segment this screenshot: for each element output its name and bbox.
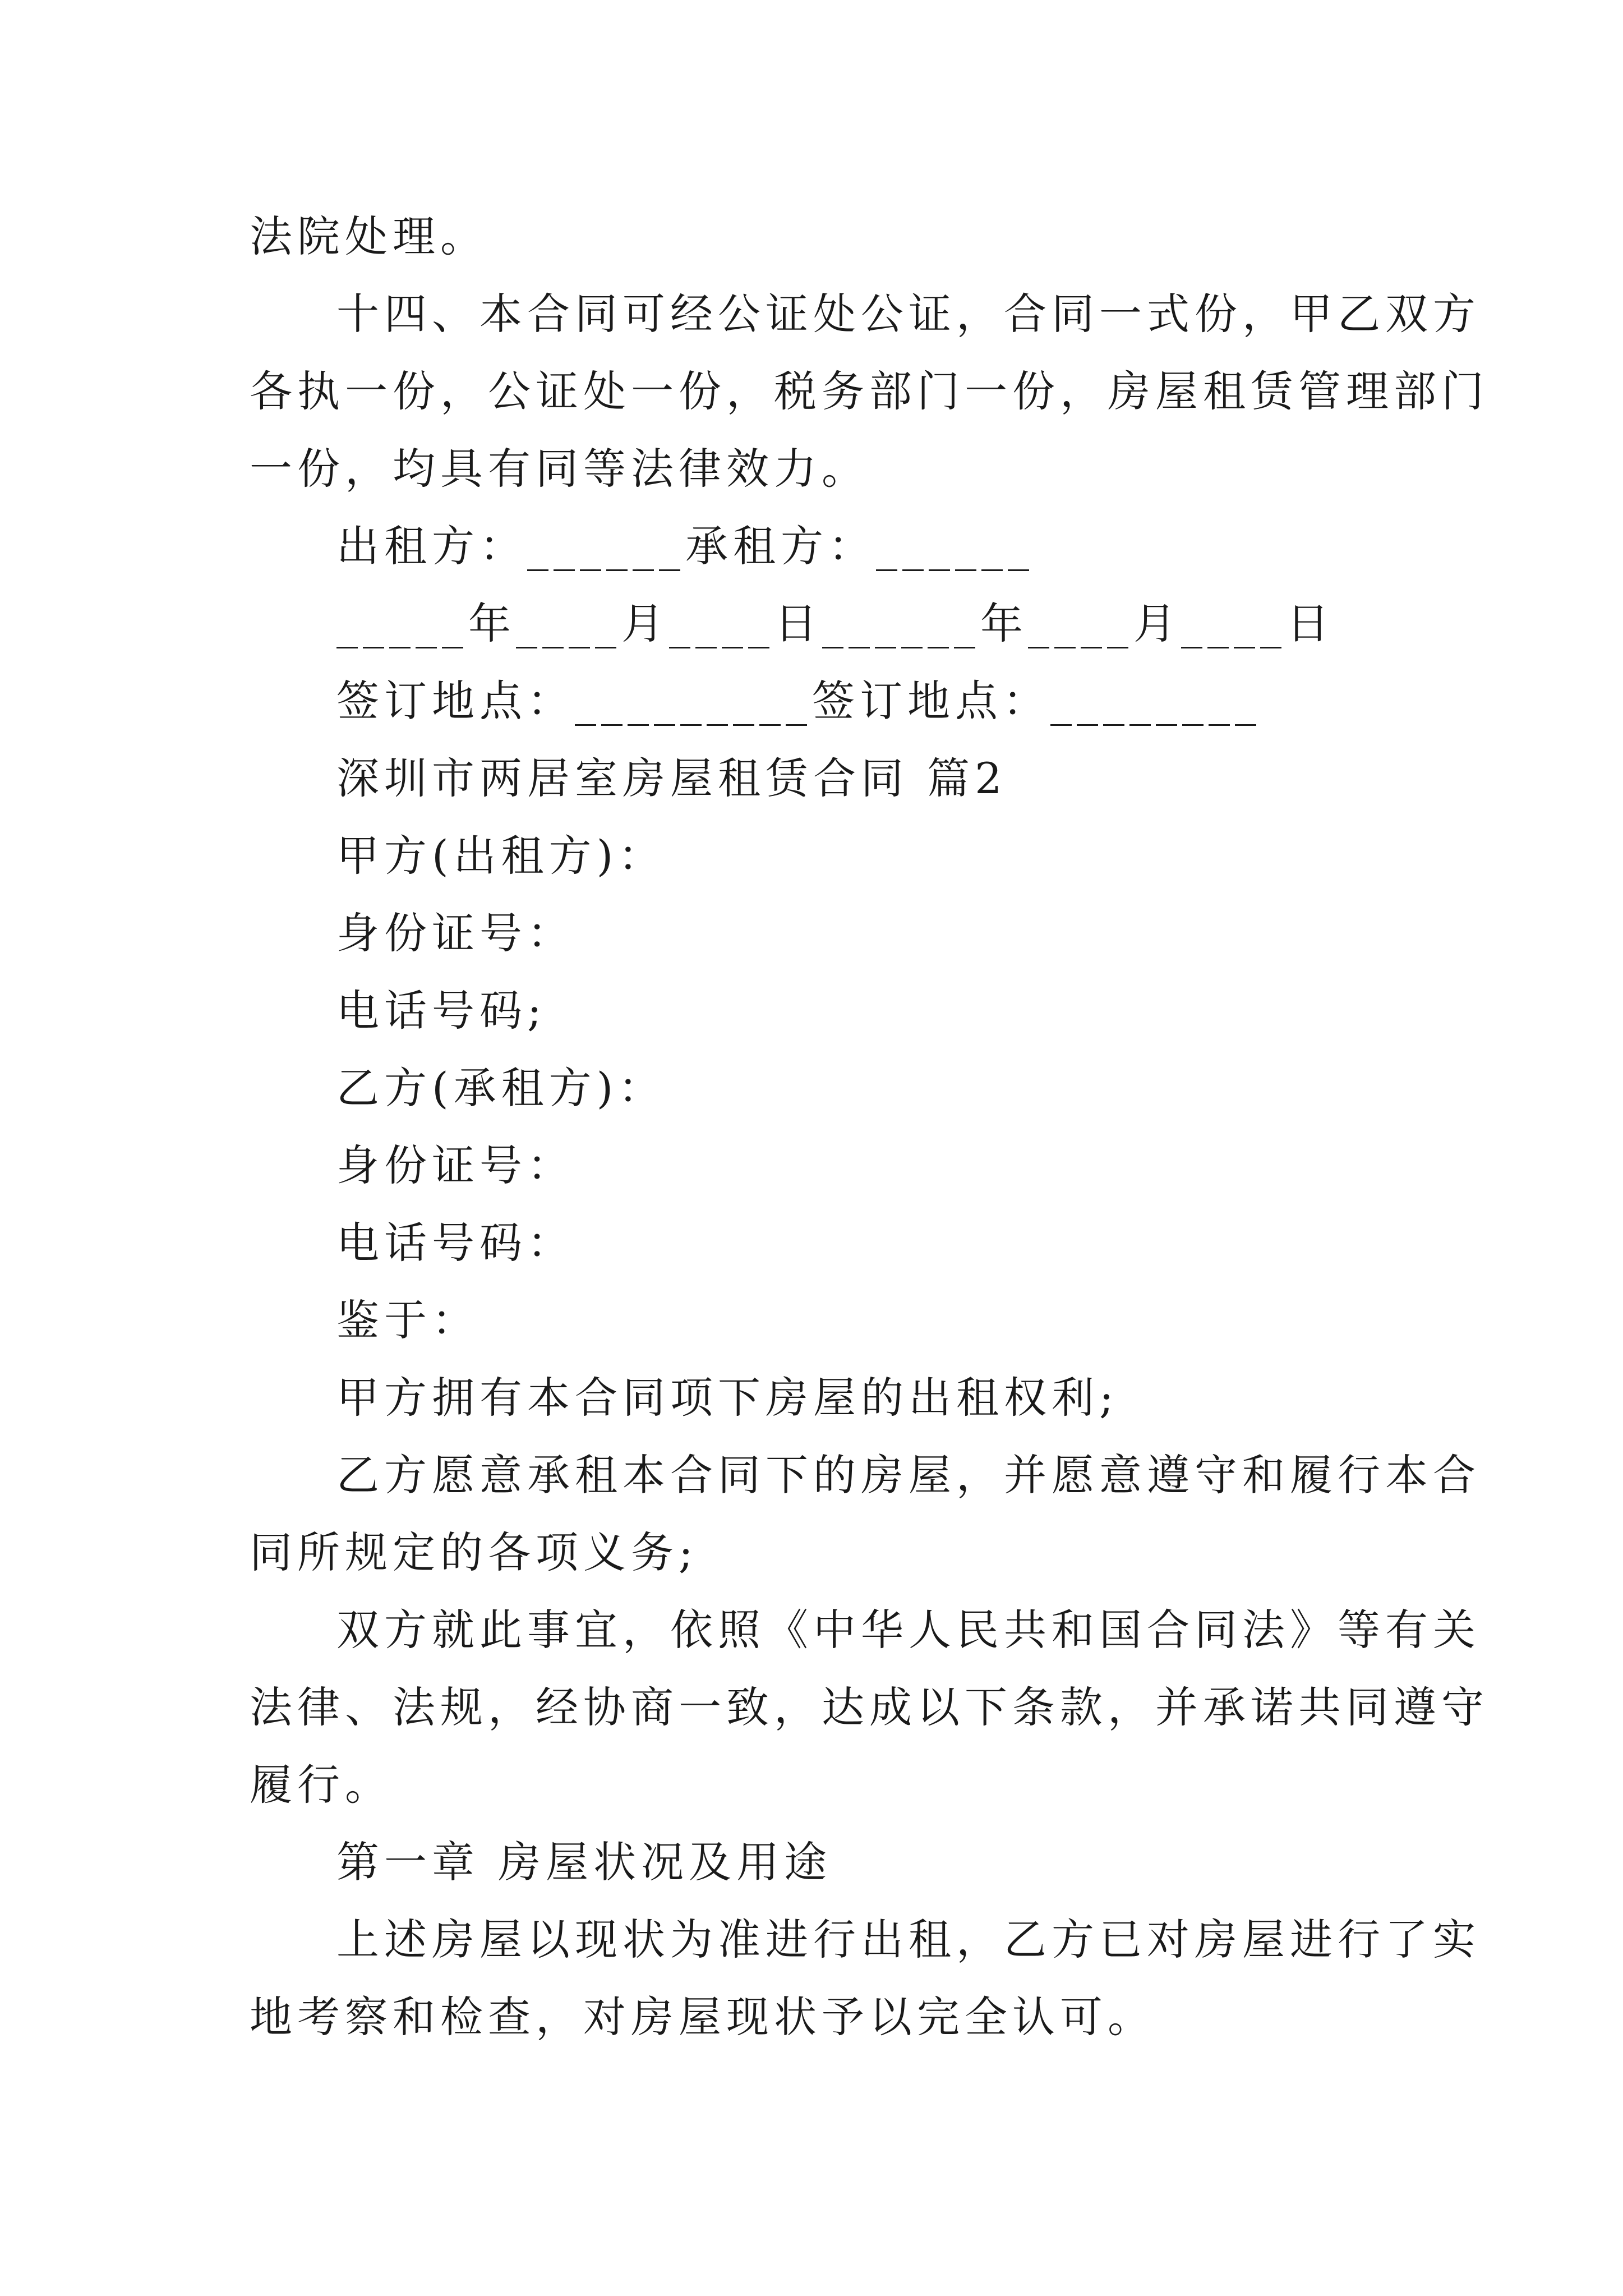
signing-place-line: 签订地点：_________签订地点：________ bbox=[336, 676, 1261, 726]
paragraph-line: 履行。 bbox=[250, 1760, 393, 1810]
section-title: 深圳市两居室房屋租赁合同 篇2 bbox=[336, 753, 1007, 803]
chapter-title: 第一章 房屋状况及用途 bbox=[336, 1837, 832, 1887]
field-line: 甲方(出租方)： bbox=[336, 831, 666, 881]
paragraph-line: 各执一份，公证处一份，税务部门一份，房屋租赁管理部门 bbox=[250, 366, 1489, 416]
paragraph-line: 同所规定的各项义务; bbox=[250, 1527, 698, 1577]
signature-line: 出租方：______承租方：______ bbox=[336, 521, 1034, 571]
date-line: _____年____月____日______年____月____日 bbox=[336, 599, 1334, 648]
paragraph-line: 乙方愿意承租本合同下的房屋，并愿意遵守和履行本合 bbox=[336, 1450, 1481, 1500]
field-line: 身份证号： bbox=[336, 908, 575, 958]
paragraph-line: 鉴于： bbox=[336, 1295, 479, 1345]
paragraph-line: 地考察和检查，对房屋现状予以完全认可。 bbox=[250, 1992, 1155, 2042]
paragraph-line: 十四、本合同可经公证处公证，合同一式份，甲乙双方 bbox=[336, 289, 1481, 339]
field-line: 电话号码; bbox=[336, 986, 547, 1036]
field-line: 电话号码： bbox=[336, 1218, 575, 1268]
paragraph-line: 法律、法规，经协商一致，达成以下条款，并承诺共同遵守 bbox=[250, 1682, 1489, 1732]
field-line: 身份证号： bbox=[336, 1140, 575, 1190]
paragraph-line: 法院处理。 bbox=[250, 211, 488, 261]
paragraph-line: 双方就此事宜，依照《中华人民共和国合同法》等有关 bbox=[336, 1605, 1481, 1655]
paragraph-line: 上述房屋以现状为准进行出租，乙方已对房屋进行了实 bbox=[336, 1915, 1481, 1964]
paragraph-line: 一份，均具有同等法律效力。 bbox=[250, 444, 869, 494]
paragraph-line: 甲方拥有本合同项下房屋的出租权利; bbox=[336, 1373, 1119, 1423]
field-line: 乙方(承租方)： bbox=[336, 1063, 666, 1113]
